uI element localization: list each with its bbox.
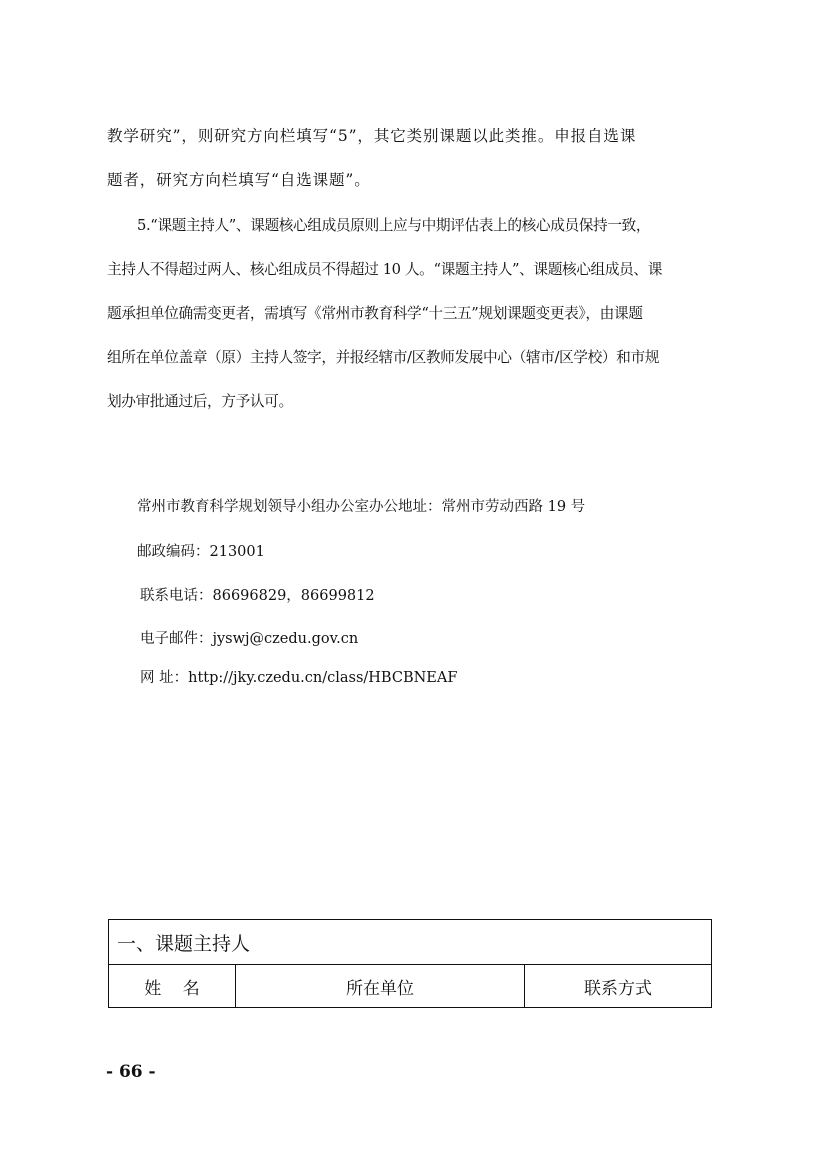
paragraph-line: 教学研究”，则研究方向栏填写“5”，其它类别课题以此类推。申报自选课 xyxy=(107,127,637,145)
paragraph-line: 题承担单位确需变更者，需填写《常州市教育科学“十三五”规划课题变更表》，由课题 xyxy=(107,305,643,322)
paragraph-line: 组所在单位盖章（原）主持人签字，并报经辖市/区教师发展中心（辖市/区学校）和市规 xyxy=(107,349,660,366)
section-title: 一、课题主持人 xyxy=(109,920,712,965)
contact-email: 电子邮件：jyswj@czedu.gov.cn xyxy=(140,631,359,647)
column-header-contact: 联系方式 xyxy=(525,965,712,1008)
host-info-table xyxy=(108,919,712,1008)
instruction-paragraph-5 xyxy=(107,204,714,424)
column-header-unit: 所在单位 xyxy=(236,965,525,1008)
paragraph-line: 题者，研究方向栏填写“自选课题”。 xyxy=(107,171,371,189)
instruction-paragraph-continued xyxy=(107,114,714,202)
contact-phone: 联系电话：86696829，86699812 xyxy=(140,588,375,604)
column-header-name: 姓 名 xyxy=(109,965,236,1008)
page-number: - 66 - xyxy=(106,1062,156,1082)
paragraph-line: 5.“课题主持人”、课题核心组成员原则上应与中期评估表上的核心成员保持一致， xyxy=(137,217,651,234)
paragraph-line: 划办审批通过后，方予认可。 xyxy=(107,393,293,410)
postal-code: 邮政编码：213001 xyxy=(137,544,265,560)
paragraph-line: 主持人不得超过两人、核心组成员不得超过 10 人。“课题主持人”、课题核心组成员、课 xyxy=(107,261,662,278)
contact-website: 网 址：http://jky.czedu.cn/class/HBCBNEAF xyxy=(140,670,458,686)
office-address: 常州市教育科学规划领导小组办公室办公地址：常州市劳动西路 19 号 xyxy=(137,499,586,515)
